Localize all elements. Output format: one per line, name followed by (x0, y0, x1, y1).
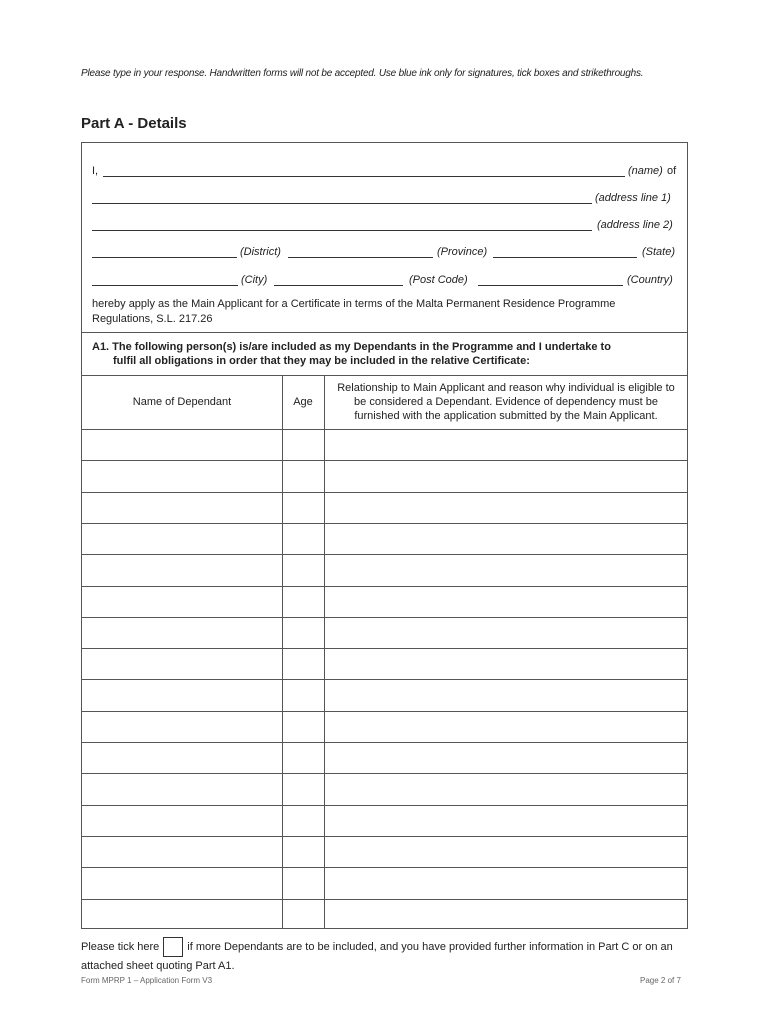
cell-name[interactable] (82, 555, 282, 584)
cell-name[interactable] (82, 680, 282, 709)
cell-age[interactable] (282, 743, 324, 772)
cell-name[interactable] (82, 806, 282, 835)
footer-page-number: Page 2 of 7 (640, 976, 681, 985)
district-field[interactable] (92, 257, 237, 258)
cell-relationship[interactable] (324, 618, 687, 647)
cell-name[interactable] (82, 493, 282, 522)
cell-relationship[interactable] (324, 837, 687, 866)
cell-name[interactable] (82, 461, 282, 490)
state-label: (State) (642, 246, 676, 258)
name-label: (name) (628, 165, 663, 177)
name-field[interactable] (103, 176, 625, 177)
cell-relationship[interactable] (324, 430, 687, 459)
district-label: (District) (240, 246, 281, 258)
cell-age[interactable] (282, 587, 324, 616)
province-label: (Province) (437, 246, 488, 258)
footer-form-id: Form MPRP 1 – Application Form V3 (81, 976, 213, 985)
cell-relationship[interactable] (324, 555, 687, 584)
cell-name[interactable] (82, 743, 282, 772)
state-field[interactable] (493, 257, 637, 258)
divider (82, 332, 687, 333)
header-name-of-dependant: Name of Dependant (132, 396, 232, 408)
cell-age[interactable] (282, 555, 324, 584)
cell-relationship[interactable] (324, 900, 687, 929)
cell-name[interactable] (82, 524, 282, 553)
a1-line-2: fulfil all obligations in order that they may be included in the relative Certificate: (113, 355, 530, 367)
cell-name[interactable] (82, 587, 282, 616)
cell-relationship[interactable] (324, 649, 687, 678)
cell-relationship[interactable] (324, 587, 687, 616)
cell-relationship[interactable] (324, 774, 687, 803)
cell-relationship[interactable] (324, 868, 687, 897)
cell-relationship[interactable] (324, 680, 687, 709)
cell-relationship[interactable] (324, 743, 687, 772)
cell-name[interactable] (82, 712, 282, 741)
cell-name[interactable] (82, 774, 282, 803)
cell-name[interactable] (82, 618, 282, 647)
of-text: of (667, 165, 677, 177)
cell-age[interactable] (282, 712, 324, 741)
instructions-text: Please type in your response. Handwritten forms will not be accepted. Use blue ink only for signatures, tick boxes and strikethroughs. (81, 68, 644, 79)
cell-relationship[interactable] (324, 493, 687, 522)
tick-text-after: if more Dependants are to be included, and you have provided further information in Part C or on an attached sheet quoting Part A1. (81, 940, 673, 972)
cell-relationship[interactable] (324, 806, 687, 835)
part-a-title: Part A - Details (81, 115, 187, 132)
cell-age[interactable] (282, 524, 324, 553)
cell-age[interactable] (282, 868, 324, 897)
address-line-2-field[interactable] (92, 230, 592, 231)
cell-name[interactable] (82, 900, 282, 929)
cell-age[interactable] (282, 461, 324, 490)
cell-relationship[interactable] (324, 524, 687, 553)
cell-age[interactable] (282, 430, 324, 459)
cell-age[interactable] (282, 900, 324, 929)
address-line-1-label: (address line 1) (595, 192, 671, 204)
cell-age[interactable] (282, 806, 324, 835)
header-age: Age (293, 396, 313, 408)
country-label: (Country) (627, 274, 673, 286)
cell-age[interactable] (282, 649, 324, 678)
cell-age[interactable] (282, 837, 324, 866)
cell-age[interactable] (282, 493, 324, 522)
table-top-border (82, 375, 687, 376)
cell-name[interactable] (82, 837, 282, 866)
province-field[interactable] (288, 257, 433, 258)
header-relationship: Relationship to Main Applicant and reason why individual is eligible to be considered a Dependant. Evidence of dependency must be furnished with the application submitted by the Main Applicant. (337, 382, 675, 422)
a1-line-1: A1. The following person(s) is/are included as my Dependants in the Programme and I undertake to (92, 341, 611, 353)
i-prefix: I, (92, 165, 99, 177)
more-dependants-checkbox[interactable] (163, 937, 183, 957)
part-a-box (81, 142, 688, 929)
cell-relationship[interactable] (324, 712, 687, 741)
cell-relationship[interactable] (324, 461, 687, 490)
cell-age[interactable] (282, 680, 324, 709)
cell-name[interactable] (82, 430, 282, 459)
postcode-field[interactable] (274, 285, 403, 286)
cell-name[interactable] (82, 868, 282, 897)
a1-heading (92, 340, 677, 368)
address-line-2-label: (address line 2) (597, 219, 673, 231)
city-label: (City) (241, 274, 268, 286)
tick-text-before: Please tick here (81, 940, 160, 953)
address-line-1-field[interactable] (92, 203, 592, 204)
tick-instruction (81, 937, 701, 976)
application-paragraph: hereby apply as the Main Applicant for a Certificate in terms of the Malta Permanent Residence Programme Regulations, S.L. 217.26 (92, 298, 616, 325)
cell-age[interactable] (282, 774, 324, 803)
postcode-label: (Post Code) (409, 274, 468, 286)
country-field[interactable] (478, 285, 623, 286)
cell-name[interactable] (82, 649, 282, 678)
city-field[interactable] (92, 285, 238, 286)
cell-age[interactable] (282, 618, 324, 647)
